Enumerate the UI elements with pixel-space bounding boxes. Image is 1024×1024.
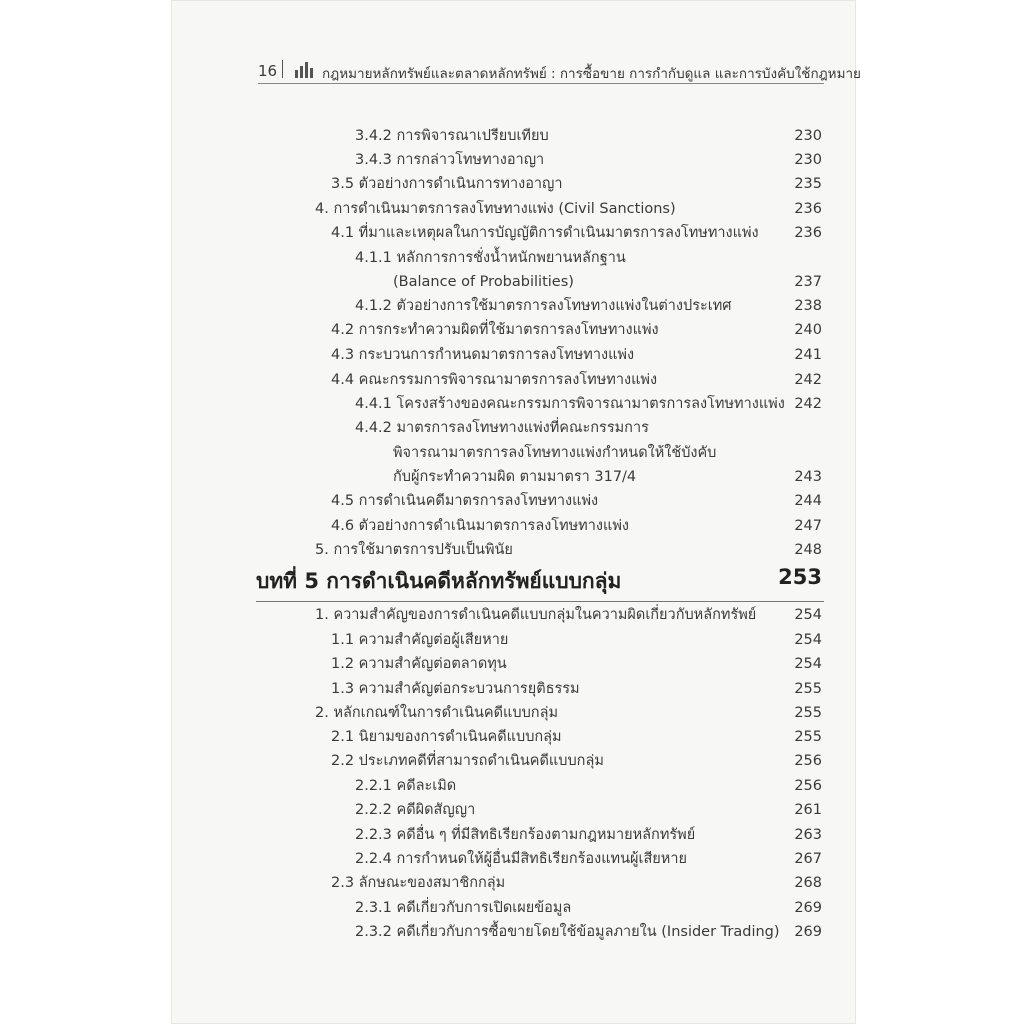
toc-entry-page: 263: [794, 827, 822, 843]
toc-entry: [0, 920, 1024, 944]
toc-entry-page: 236: [794, 201, 822, 217]
chapter-page: 253: [778, 565, 822, 589]
toc-entry-page: 242: [794, 396, 822, 412]
toc-entry: [0, 628, 1024, 652]
toc-entry-page: 236: [794, 225, 822, 241]
toc-entry: [0, 871, 1024, 895]
toc-entry-text: 2.1 นิยามของการดำเนินคดีแบบกลุ่ม: [331, 729, 562, 745]
toc-entry: [0, 823, 1024, 847]
toc-entry-page: 261: [794, 802, 822, 818]
toc-entry: [0, 847, 1024, 871]
toc-entry-page: 268: [794, 875, 822, 891]
toc-entry-text: 2.2.3 คดีอื่น ๆ ที่มีสิทธิเรียกร้องตามกฎหมายหลักทรัพย์: [355, 827, 696, 843]
toc-entry-page: 255: [794, 705, 822, 721]
toc-entry-page: 230: [794, 128, 822, 144]
header-divider: [282, 60, 283, 78]
toc-entry-text: 1.2 ความสำคัญต่อตลาดทุน: [331, 656, 507, 672]
toc-entry: [0, 603, 1024, 627]
header-rule: [258, 83, 824, 84]
toc-entry: [0, 749, 1024, 773]
toc-entry-page: 242: [794, 372, 822, 388]
toc-entry-text: 4.6 ตัวอย่างการดำเนินมาตรการลงโทษทางแพ่ง: [331, 518, 629, 534]
toc-entry-text: 3.4.3 การกล่าวโทษทางอาญา: [355, 152, 545, 168]
toc-entry-page: 269: [794, 900, 822, 916]
toc-entry-page: 254: [794, 632, 822, 648]
toc-entry-text: (Balance of Probabilities): [393, 274, 574, 290]
toc-entry-page: 267: [794, 851, 822, 867]
toc-entry-text: 5. การใช้มาตรการปรับเป็นพินัย: [315, 542, 513, 558]
toc-entry-text: 1.1 ความสำคัญต่อผู้เสียหาย: [331, 632, 509, 648]
toc-entry-page: 240: [794, 322, 822, 338]
toc-entry-text: 2. หลักเกณฑ์ในการดำเนินคดีแบบกลุ่ม: [315, 705, 559, 721]
toc-entry: [0, 343, 1024, 367]
toc-entry-text: 4.4.1 โครงสร้างของคณะกรรมการพิจารณามาตรการลงโทษทางแพ่ง: [355, 396, 785, 412]
toc-entry: [0, 514, 1024, 538]
toc-entry: [0, 368, 1024, 392]
toc-entry-page: 235: [794, 176, 822, 192]
running-title: กฎหมายหลักทรัพย์และตลาดหลักทรัพย์ : การซื้อขาย การกำกับดูแล และการบังคับใช้กฎหมาย: [322, 66, 861, 82]
toc-entry: [0, 538, 1024, 562]
toc-entry: [0, 677, 1024, 701]
toc-entry: [0, 441, 1024, 465]
toc-entry-page: 244: [794, 493, 822, 509]
toc-entry-text: 3.5 ตัวอย่างการดำเนินการทางอาญา: [331, 176, 563, 192]
chapter-heading: [0, 565, 1024, 599]
page-number: 16: [258, 62, 278, 80]
toc-entry-text: 4.1.1 หลักการการชั่งน้ำหนักพยานหลักฐาน: [355, 250, 626, 266]
toc-entry: [0, 652, 1024, 676]
toc-entry: [0, 124, 1024, 148]
toc-entry: [0, 172, 1024, 196]
toc-entry-text: 2.2.2 คดีผิดสัญญา: [355, 802, 476, 818]
chapter-title: บทที่ 5 การดำเนินคดีหลักทรัพย์แบบกลุ่ม: [256, 569, 622, 593]
toc-entry: [0, 701, 1024, 725]
toc-entry-text: 1.3 ความสำคัญต่อกระบวนการยุติธรรม: [331, 681, 580, 697]
toc-entry-text: 4.2 การกระทำความผิดที่ใช้มาตรการลงโทษทางแพ่ง: [331, 322, 659, 338]
toc-entry-text: พิจารณามาตรการลงโทษทางแพ่งกำหนดให้ใช้บังคับ: [393, 445, 717, 461]
toc-entry-page: 254: [794, 656, 822, 672]
toc-entry: [0, 725, 1024, 749]
toc-entry: [0, 489, 1024, 513]
toc-entry-text: 2.2.4 การกำหนดให้ผู้อื่นมีสิทธิเรียกร้องแทนผู้เสียหาย: [355, 851, 687, 867]
toc-entry: [0, 270, 1024, 294]
toc-entry-text: 4.1.2 ตัวอย่างการใช้มาตรการลงโทษทางแพ่งในต่างประเทศ: [355, 298, 732, 314]
toc-entry: [0, 294, 1024, 318]
toc-entry-page: 256: [794, 753, 822, 769]
toc-entry: [0, 148, 1024, 172]
page-header: [258, 58, 861, 82]
toc-entry-page: 248: [794, 542, 822, 558]
toc-entry-text: 1. ความสำคัญของการดำเนินคดีแบบกลุ่มในความผิดเกี่ยวกับหลักทรัพย์: [315, 607, 757, 623]
toc-entry-text: 4.1 ที่มาและเหตุผลในการบัญญัติการดำเนินมาตรการลงโทษทางแพ่ง: [331, 225, 759, 241]
toc-entry: [0, 246, 1024, 270]
toc-entry: [0, 197, 1024, 221]
toc-entry-text: 3.4.2 การพิจารณาเปรียบเทียบ: [355, 128, 549, 144]
bar-chart-logo-icon: [294, 60, 316, 78]
toc-entry: [0, 318, 1024, 342]
toc-entry-page: 230: [794, 152, 822, 168]
toc-entry-page: 256: [794, 778, 822, 794]
toc-entry-page: 255: [794, 729, 822, 745]
toc-entry: [0, 774, 1024, 798]
toc-entry-text: 4.4 คณะกรรมการพิจารณามาตรการลงโทษทางแพ่ง: [331, 372, 658, 388]
toc-entry-text: 2.3 ลักษณะของสมาชิกกลุ่ม: [331, 875, 506, 891]
toc-entry-text: 2.3.2 คดีเกี่ยวกับการซื้อขายโดยใช้ข้อมูลภายใน (Insider Trading): [355, 924, 780, 940]
toc-entry-text: 4.3 กระบวนการกำหนดมาตรการลงโทษทางแพ่ง: [331, 347, 635, 363]
toc-entry-page: 243: [794, 469, 822, 485]
toc-entry: [0, 896, 1024, 920]
toc-entry-page: 255: [794, 681, 822, 697]
toc-entry: [0, 392, 1024, 416]
toc-entry-text: 2.2 ประเภทคดีที่สามารถดำเนินคดีแบบกลุ่ม: [331, 753, 604, 769]
toc-entry-text: 4.5 การดำเนินคดีมาตรการลงโทษทางแพ่ง: [331, 493, 599, 509]
toc-entry-text: กับผู้กระทำความผิด ตามมาตรา 317/4: [393, 469, 637, 485]
toc-entry: [0, 465, 1024, 489]
toc-entry-page: 237: [794, 274, 822, 290]
toc-entry-text: 2.3.1 คดีเกี่ยวกับการเปิดเผยข้อมูล: [355, 900, 572, 916]
toc-entry-page: 269: [794, 924, 822, 940]
toc-entry-page: 241: [794, 347, 822, 363]
chapter-rule: [256, 601, 824, 602]
toc-entry-text: 4.4.2 มาตรการลงโทษทางแพ่งที่คณะกรรมการ: [355, 420, 649, 436]
toc-entry: [0, 798, 1024, 822]
toc-entry-text: 2.2.1 คดีละเมิด: [355, 778, 457, 794]
toc-entry-page: 238: [794, 298, 822, 314]
toc-entry-page: 254: [794, 607, 822, 623]
toc-entry-text: 4. การดำเนินมาตรการลงโทษทางแพ่ง (Civil Sanctions): [315, 201, 676, 217]
toc-entry: [0, 416, 1024, 440]
toc-entry: [0, 221, 1024, 245]
toc-entry-page: 247: [794, 518, 822, 534]
